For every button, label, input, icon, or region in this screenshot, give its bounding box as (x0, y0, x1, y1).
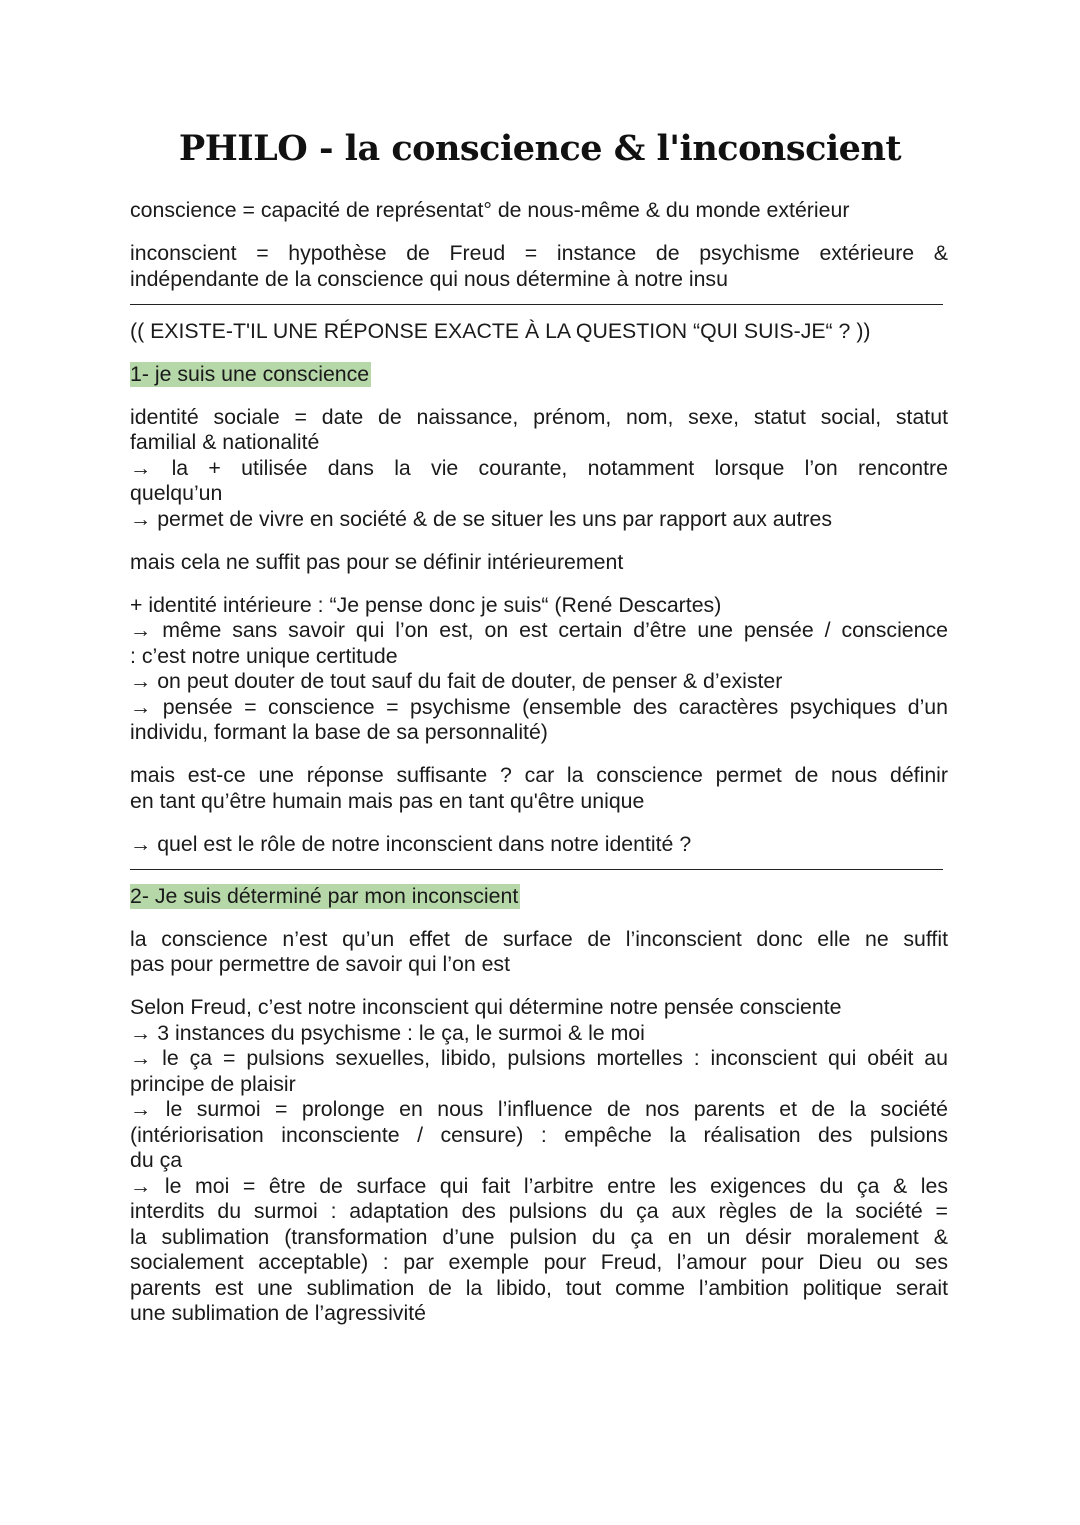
section-heading (130, 884, 948, 910)
text-line: + identité intérieure : “Je pense donc je suis“ (René Descartes) (130, 592, 722, 617)
text-line: → quel est le rôle de notre inconscient dans notre identité ? (130, 831, 692, 856)
text-line: → même sans savoir qui l’on est, on est certain d’être une pensée / conscience (130, 618, 948, 642)
text-line: → permet de vivre en société & de se situer les uns par rapport aux autres (130, 506, 832, 531)
text-line: socialement acceptable) : par exemple pour Freud, l’amour pour Dieu ou ses (130, 1250, 948, 1274)
page-title: PHILO - la conscience & l'inconscient (178, 128, 902, 169)
paragraph (130, 198, 948, 224)
paragraph (130, 763, 948, 814)
section-divider (130, 869, 943, 870)
text-line: → le moi = être de surface qui fait l’arbitre entre les exigences du ça & les (130, 1173, 948, 1198)
paragraph (130, 593, 948, 746)
text-line: → la + utilisée dans la vie courante, notamment lorsque l’on rencontre (130, 455, 948, 480)
text-line: quelqu’un (130, 481, 223, 505)
text-line (130, 362, 948, 388)
text-line: indépendante de la conscience qui nous détermine à notre insu (130, 266, 728, 291)
text-line: la conscience n’est qu’un effet de surface de l’inconscient donc elle ne suffit (130, 926, 948, 951)
text-line: → le surmoi = prolonge en nous l’influence de nos parents et de la société (130, 1097, 948, 1121)
text-line: pas pour permettre de savoir qui l’on est (130, 952, 510, 976)
text-line: interdits du surmoi : adaptation des pulsions du ça aux règles de la société = (130, 1199, 948, 1223)
paragraph (130, 927, 948, 978)
text-line: en tant qu’être humain mais pas en tant qu'être unique (130, 788, 645, 813)
text-line: → on peut douter de tout sauf du fait de douter, de penser & d’exister (130, 669, 783, 693)
text-line: familial & nationalité (130, 430, 320, 454)
highlighted-heading-text: 1- je suis une conscience (130, 361, 370, 386)
text-line: identité sociale = date de naissance, prénom, nom, sexe, statut social, statut (130, 404, 948, 429)
text-line (130, 884, 948, 910)
text-line: mais est-ce une réponse suffisante ? car la conscience permet de nous définir (130, 763, 948, 787)
text-line: : c’est notre unique certitude (130, 643, 398, 668)
text-line: du ça (130, 1148, 183, 1172)
text-line: mais cela ne suffit pas pour se définir intérieurement (130, 549, 624, 574)
paragraph (130, 550, 948, 576)
paragraph (130, 319, 948, 345)
text-line: (( EXISTE-T'IL UNE RÉPONSE EXACTE À LA QUESTION “QUI SUIS-JE“ ? )) (130, 318, 871, 343)
text-line: une sublimation de l’agressivité (130, 1301, 426, 1325)
text-line: conscience = capacité de représentat° de nous-même & du monde extérieur (130, 198, 850, 222)
text-line: parents est une sublimation de la libido, tout comme l’ambition politique serait (130, 1275, 948, 1300)
paragraph (130, 832, 948, 858)
paragraph (130, 241, 948, 292)
text-line: → le ça = pulsions sexuelles, libido, pulsions mortelles : inconscient qui obéit au (130, 1046, 948, 1070)
text-line: → pensée = conscience = psychisme (ensemble des caractères psychiques d’un (130, 694, 948, 719)
text-line: → 3 instances du psychisme : le ça, le surmoi & le moi (130, 1020, 645, 1045)
paragraph (130, 995, 948, 1327)
text-line: la sublimation (transformation d’une pulsion du ça en un désir moralement & (130, 1224, 948, 1249)
text-line: individu, formant la base de sa personnalité) (130, 720, 548, 744)
paragraph (130, 405, 948, 533)
text-line: (intériorisation inconsciente / censure) : empêche la réalisation des pulsions (130, 1122, 948, 1147)
text-line: Selon Freud, c’est notre inconscient qui détermine notre pensée consciente (130, 995, 842, 1019)
section-heading (130, 362, 948, 388)
highlighted-heading-text: 2- Je suis déterminé par mon inconscient (130, 883, 519, 908)
section-divider (130, 304, 943, 305)
document-body (130, 198, 948, 1344)
text-line: inconscient = hypothèse de Freud = instance de psychisme extérieure & (130, 241, 948, 265)
text-line: principe de plaisir (130, 1071, 296, 1096)
